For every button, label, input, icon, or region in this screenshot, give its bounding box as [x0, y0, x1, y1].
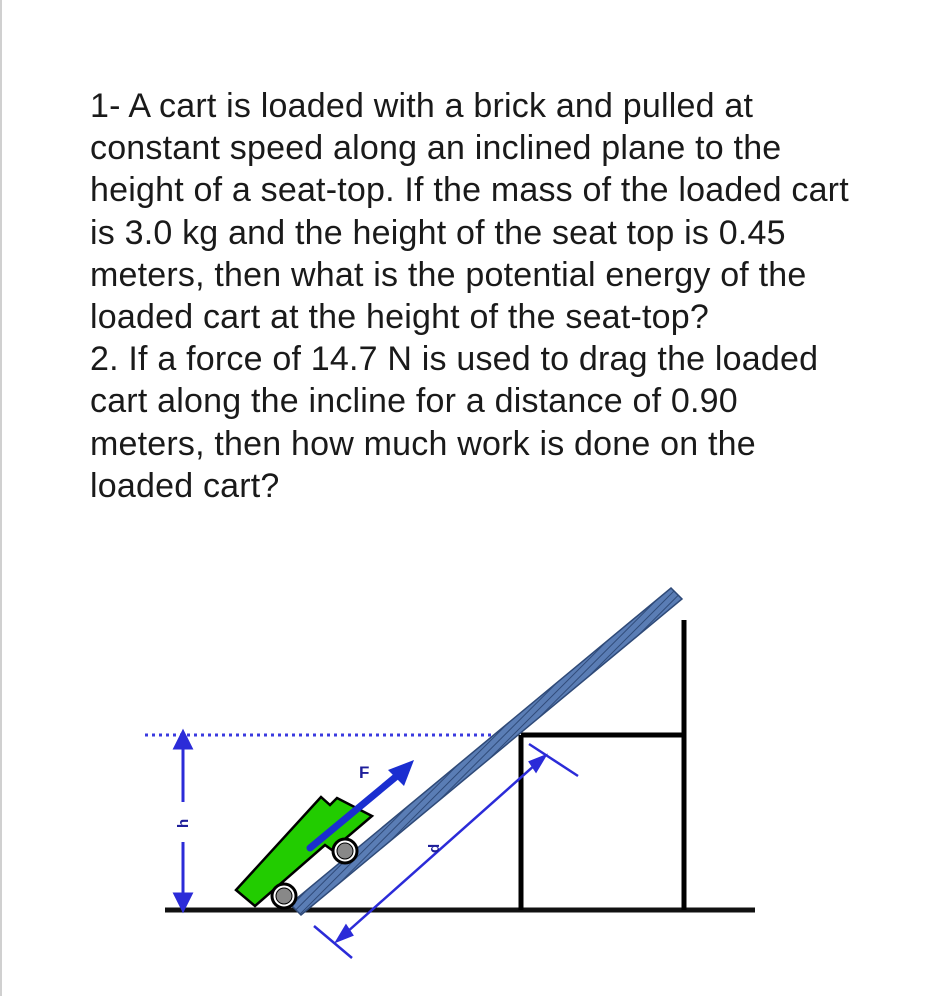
- question-line: cart along the incline for a distance of 0.90: [90, 382, 738, 421]
- question-line: loaded cart?: [90, 466, 280, 505]
- question-text: [90, 85, 935, 507]
- question-line: constant speed along an inclined plane to the: [90, 129, 782, 168]
- question-line: height of a seat-top. If the mass of the loaded cart: [90, 171, 849, 210]
- height-label: h: [175, 818, 192, 828]
- question-line: is 3.0 kg and the height of the seat top is 0.45: [90, 213, 786, 252]
- cart-wheel: [272, 884, 296, 908]
- distance-label: d: [426, 843, 443, 853]
- cart-wheel: [333, 839, 357, 863]
- question-line: meters, then how much work is done on the: [90, 424, 756, 463]
- force-label: F: [359, 763, 370, 782]
- question-line: 1- A cart is loaded with a brick and pulled at: [90, 87, 754, 125]
- question-line: meters, then what is the potential energy of the: [90, 255, 807, 294]
- incline-diagram: [0, 560, 941, 996]
- question-line: 2. If a force of 14.7 N is used to drag the loaded: [90, 340, 819, 379]
- incline-plank: [290, 588, 682, 915]
- question-line: loaded cart at the height of the seat-top?: [90, 298, 709, 337]
